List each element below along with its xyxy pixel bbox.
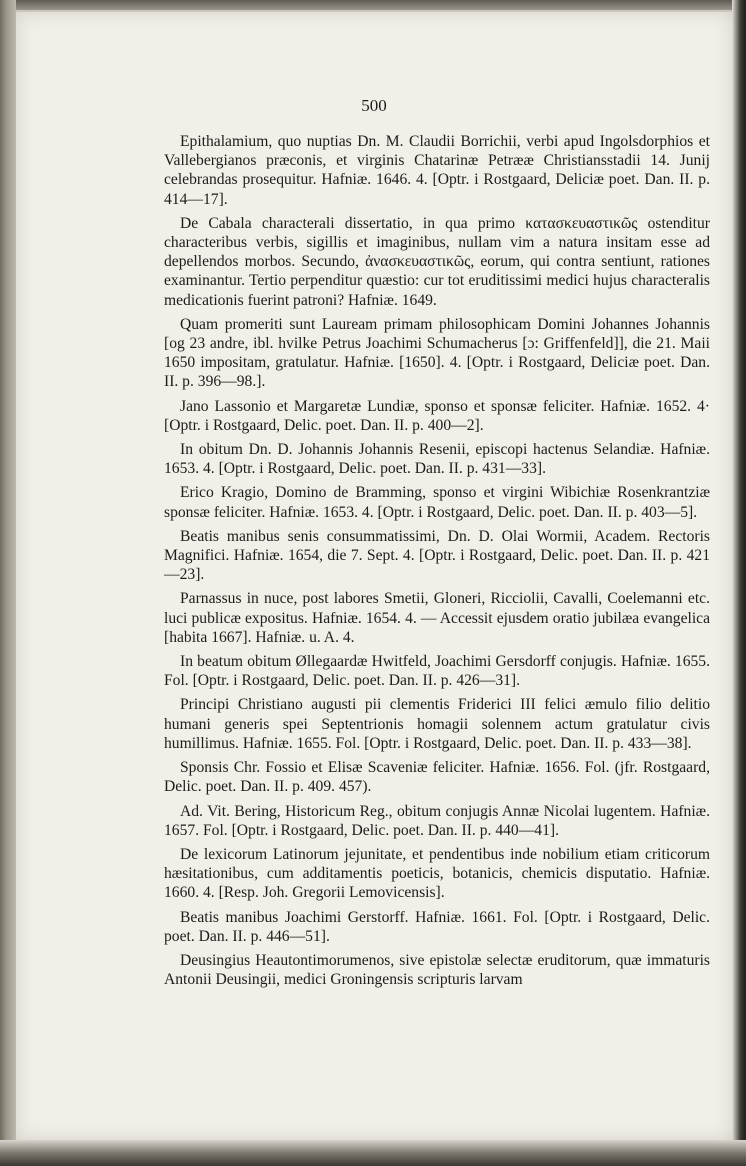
bibliography-entry: De lexicorum Latinorum jejunitate, et pendentibus inde nobilium etiam criticorum hæsitationibus, cum additamentis poeticis, botanicis, chemicis disputatio. Hafniæ. 1660. 4. [Resp. Joh. Gregorii Lemovicensis].	[164, 845, 710, 902]
bibliography-entry: Sponsis Chr. Fossio et Elisæ Scaveniæ feliciter. Hafniæ. 1656. Fol. (jfr. Rostgaard, Delic. poet. Dan. II. p. 409. 457).	[164, 759, 710, 796]
bibliography-entry: In beatum obitum Øllegaardæ Hwitfeld, Joachimi Gersdorff conjugis. Hafniæ. 1655. Fol. [Optr. i Rostgaard, Delic. poet. Dan. II. p. 426—31].	[164, 653, 710, 690]
bibliography-text	[164, 132, 710, 994]
bibliography-entry: In obitum Dn. D. Johannis Johannis Resenii, episcopi hactenus Selandiæ. Hafniæ. 1653. 4. [Optr. i Rostgaard, Delic. poet. Dan. II. p. 431—33].	[164, 441, 710, 478]
bibliography-entry: Erico Kragio, Domino de Bramming, sponso et virgini Wibichiæ Rosenkrantziæ sponsæ feliciter. Hafniæ. 1653. 4. [Optr. i Rostgaard, Delic. poet. Dan. II. p. 403—5].	[164, 484, 710, 521]
bibliography-entry: Deusingius Heautontimorumenos, sive epistolæ selectæ eruditorum, quæ immaturis Antonii Deusingii, medici Groningensis scripturis larvam	[164, 951, 710, 989]
bibliography-entry: Jano Lassonio et Margaretæ Lundiæ, sponso et sponsæ feliciter. Hafniæ. 1652. 4· [Optr. i Rostgaard, Delic. poet. Dan. II. p. 400—2].	[164, 397, 710, 434]
bibliography-entry: Parnassus in nuce, post labores Smetii, Gloneri, Ricciolii, Cavalli, Coelemanni etc. luci publicæ expositus. Hafniæ. 1654. 4. — Accessit ejusdem oratio jubilæa evangelica [habita 1667]. Hafniæ. u. A. 4.	[164, 590, 710, 646]
bibliography-entry: Quam promeriti sunt Lauream primam philosophicam Domini Johannes Johannis [og 23 andre, ibl. hvilke Petrus Joachimi Schumacherus [ɔ: Griffenfeld]], die 21. Maii 1650 impositam, gratulatur. Hafniæ. [1650]. 4. [Optr. i Rostgaard, Deliciæ poet. Dan. II. p. 396—98.].	[164, 315, 710, 391]
book-spine-edge	[0, 0, 16, 1166]
book-page	[16, 12, 732, 1140]
bibliography-entry: Beatis manibus senis consummatissimi, Dn. D. Olai Wormii, Academ. Rectoris Magnifici. Hafniæ. 1654, die 7. Sept. 4. [Optr. i Rostgaard, Delic. poet. Dan. II. p. 421—23].	[164, 527, 710, 584]
bibliography-entry: Epithalamium, quo nuptias Dn. M. Claudii Borrichii, verbi apud Ingolsdorphios et Vallebergianos præconis, et virginis Chatarinæ Petrææ Christiansstadii 14. Junij celebrandas prosequitur. Hafniæ. 1646. 4. [Optr. i Rostgaard, Deliciæ poet. Dan. II. p. 414—17].	[164, 133, 710, 208]
book-right-edge	[732, 0, 746, 1166]
bibliography-entry: De Cabala characterali dissertatio, in qua primo κατασκευαστικῶς ostenditur characteribus verbis, sigillis et imaginibus, nullam vim a natura insitam esse ad depellendos morbos. Secundo, ἀνασκευαστικῶς, eorum, qui contra sentiunt, rationes examinantur. Tertio perpenditur quæstio: cur tot eruditissimi medici hujus characteralis medicationis fuerint patroni? Hafniæ. 1649.	[164, 214, 710, 309]
bibliography-entry: Beatis manibus Joachimi Gerstorff. Hafniæ. 1661. Fol. [Optr. i Rostgaard, Delic. poet. Dan. II. p. 446—51].	[164, 908, 710, 945]
page-number: 500	[361, 96, 387, 115]
bibliography-entry: Principi Christiano augusti pii clementis Friderici III felici æmulo filio delitio humani generis spei Septentrionis homagii solennem actum gratulatur civis humillimus. Hafniæ. 1655. Fol. [Optr. i Rostgaard, Delic. poet. Dan. II. p. 433—38].	[164, 696, 710, 752]
book-bottom-edge	[0, 1140, 746, 1166]
bibliography-entry: Ad. Vit. Bering, Historicum Reg., obitum conjugis Annæ Nicolai lugentem. Hafniæ. 1657. Fol. [Optr. i Rostgaard, Delic. poet. Dan. II. p. 440—41].	[164, 802, 710, 839]
binding-top-edge	[0, 0, 746, 10]
